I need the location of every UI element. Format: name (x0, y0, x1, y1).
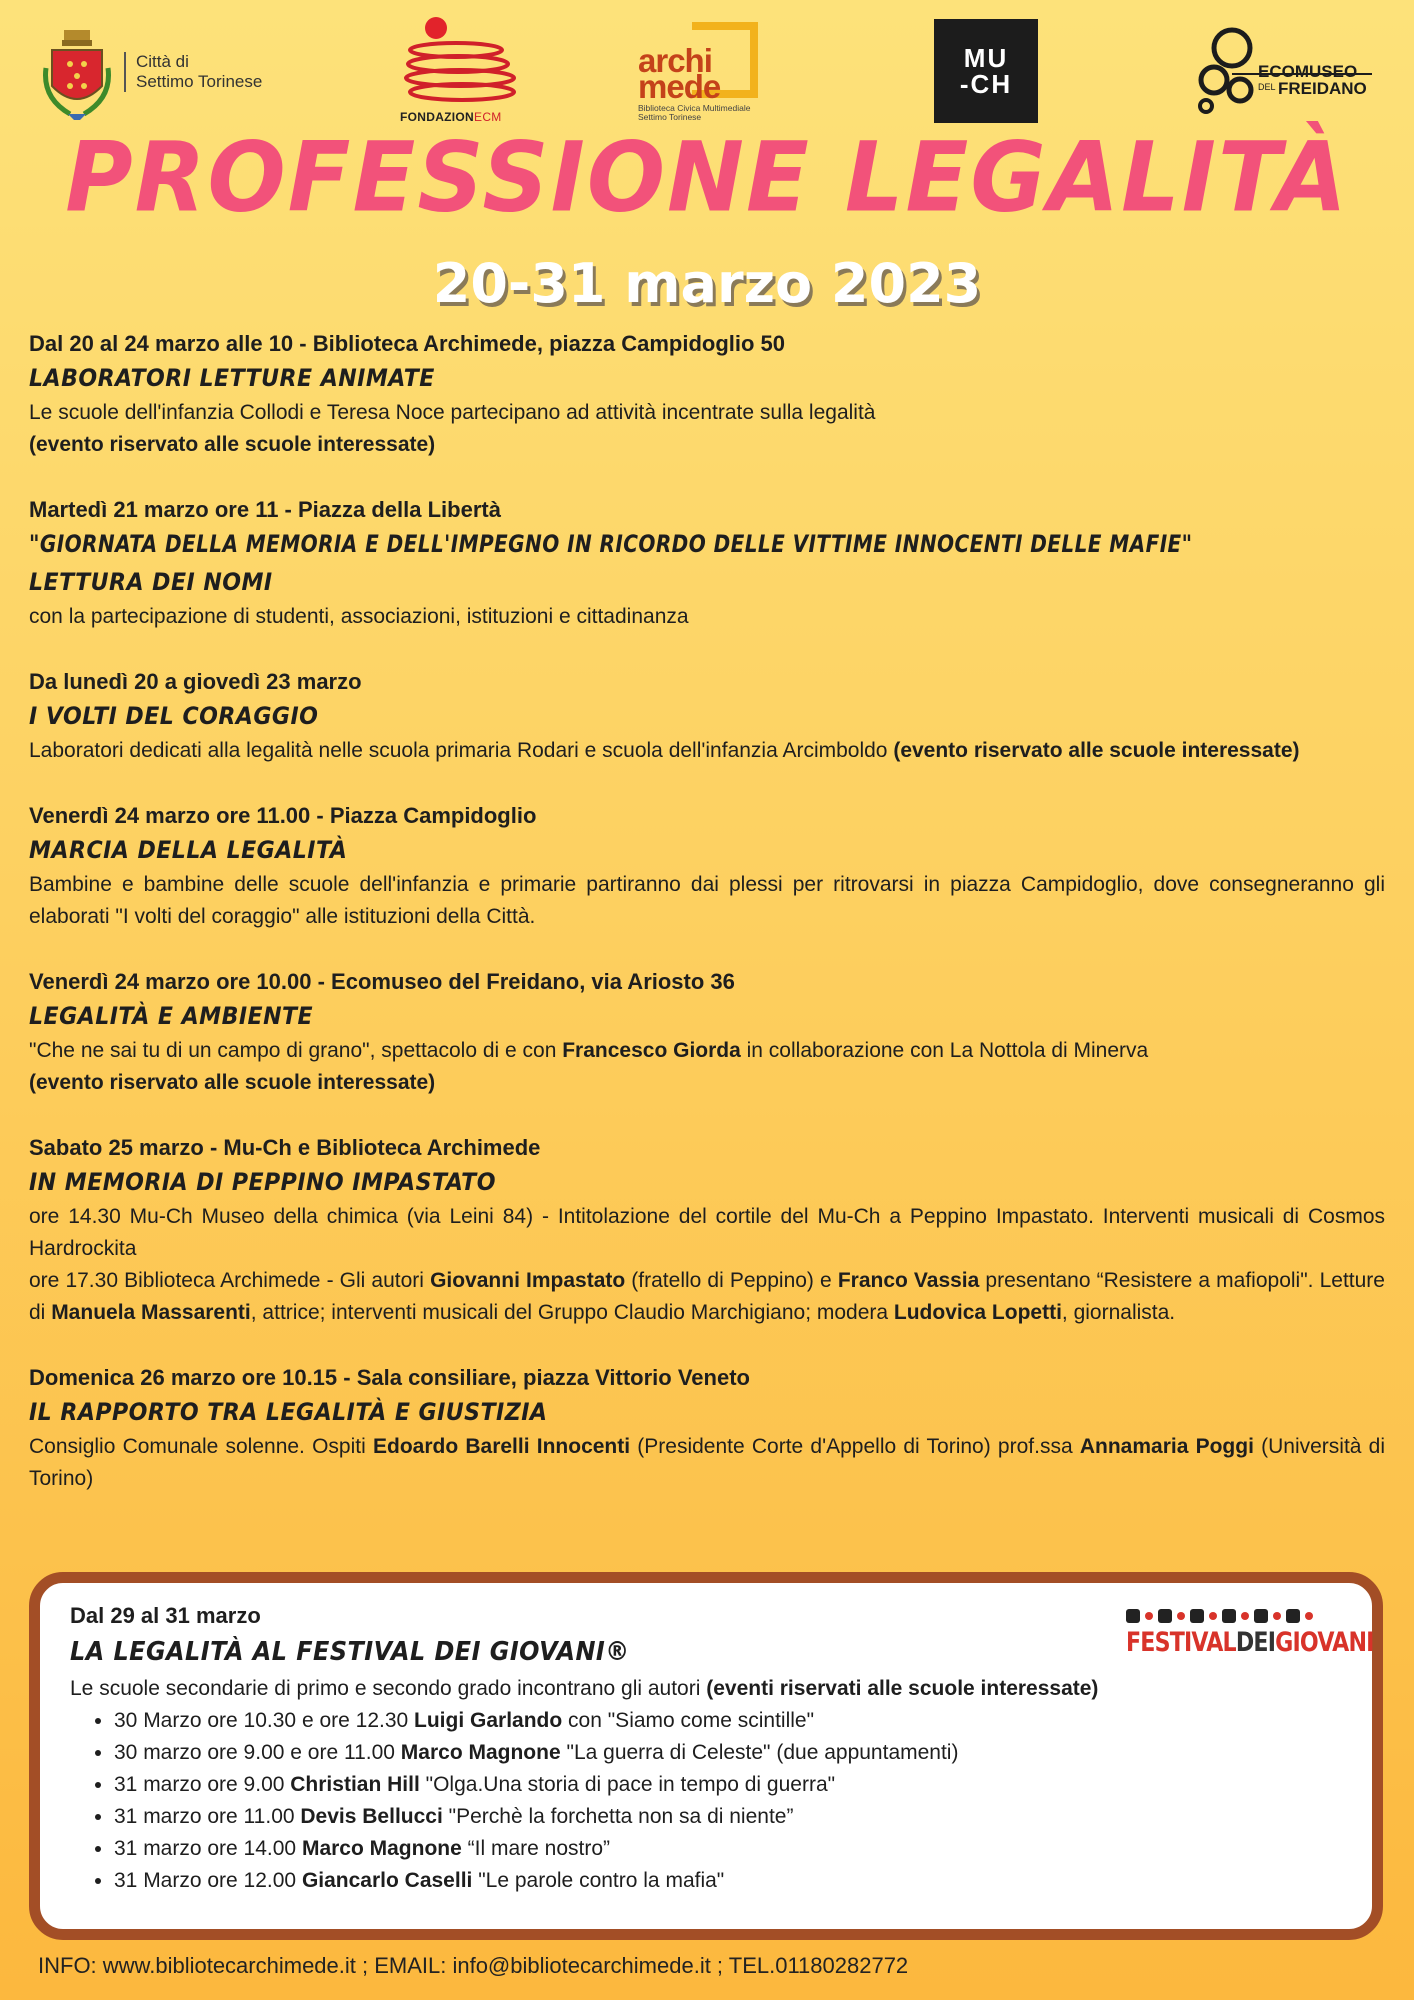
event-reserved-note: (evento riservato alle scuole interessate) (29, 433, 436, 456)
event-author: Giovanni Impastato (430, 1269, 626, 1292)
festival-item-time: 30 marzo ore 9.00 e ore 11.00 (114, 1741, 401, 1764)
event-guest: Edoardo Barelli Innocenti (372, 1435, 631, 1458)
fondazione-spiral-icon (398, 14, 518, 110)
festival-item-book: "La guerra di Celeste" (due appuntamenti) (560, 1741, 959, 1764)
event-title: IN MEMORIA DI PEPPINO IMPASTATO (29, 1168, 496, 1196)
event-legalita-ambiente (29, 966, 1385, 1099)
list-item (114, 1801, 1360, 1833)
event-date: Da lunedì 20 a giovedì 23 marzo (29, 669, 362, 694)
event-date: Martedì 21 marzo ore 11 - Piazza della Libertà (29, 497, 501, 522)
event-text-part: in collaborazione con La Nottola di Minerva (740, 1039, 1149, 1062)
festival-item-author: Marco Magnone (400, 1741, 561, 1764)
festival-title: LA LEGALITÀ AL FESTIVAL DEI GIOVANI® (70, 1637, 630, 1667)
festival-box (29, 1572, 1383, 1940)
contact-info-footer: INFO: www.bibliotecarchimede.it ; EMAIL: info@bibliotecarchimede.it ; TEL.01180282772 (38, 1953, 909, 1978)
event-text-part: "Che ne sai tu di un campo di grano", spettacolo di e con (29, 1039, 563, 1062)
event-legalita-giustizia (29, 1362, 1385, 1495)
event-text-part: , giornalista. (1061, 1301, 1176, 1324)
archimede-word1: archi (638, 42, 712, 79)
much-logo-line2: -CH (959, 69, 1013, 99)
festival-item-time: 31 marzo ore 11.00 (114, 1805, 301, 1828)
event-reader: Manuela Massarenti (51, 1301, 251, 1324)
citta-settimo-logo (40, 28, 300, 123)
archimede-subtitle-line2: Settimo Torinese (638, 112, 702, 122)
event-description-text (29, 1265, 1385, 1329)
festival-item-book: con "Siamo come scintille" (562, 1709, 815, 1732)
event-giornata-memoria (29, 494, 1385, 633)
archimede-subtitle-line1: Biblioteca Civica Multimediale (638, 103, 751, 113)
much-logo-line1: MU (963, 43, 1009, 73)
event-reserved-note: (evento riservato alle scuole interessate) (893, 739, 1300, 762)
festival-item-author: Marco Magnone (301, 1837, 462, 1860)
event-description: con la partecipazione di studenti, associazioni, istituzioni e cittadinanza (29, 605, 689, 628)
festival-item-time: 31 marzo ore 9.00 (114, 1773, 291, 1796)
event-subtitle: LETTURA DEI NOMI (29, 568, 273, 596)
event-text-part: (Presidente Corte d'Appello di Torino) prof.ssa (630, 1435, 1080, 1458)
event-title: LABORATORI LETTURE ANIMATE (29, 364, 435, 392)
city-name-line1: Città di (136, 52, 189, 71)
list-item (114, 1737, 1360, 1769)
list-item (114, 1833, 1360, 1865)
event-text-part: ore 17.30 Biblioteca Archimede - Gli autori (29, 1269, 431, 1292)
city-name (124, 52, 262, 92)
fondazione-name-part1: FONDAZION (400, 110, 475, 124)
ecomuseo-line1: ECOMUSEO (1258, 62, 1358, 81)
event-moderator: Ludovica Lopetti (893, 1301, 1062, 1324)
festival-schedule-list (70, 1705, 1360, 1897)
festival-item-author: Devis Bellucci (300, 1805, 443, 1828)
event-description-text: ore 14.30 Mu-Ch Museo della chimica (via Leini 84) - Intitolazione del cortile del Mu-Ch a Peppino Impastato. Interventi musicali di Cosmos Hardrockita (29, 1205, 1385, 1260)
event-description-text (29, 1035, 1385, 1067)
event-peppino-impastato (29, 1132, 1385, 1329)
event-title: "GIORNATA DELLA MEMORIA E DELL'IMPEGNO IN RICORDO DELLE VITTIME INNOCENTI DELLE MAFIE" (29, 530, 1193, 558)
event-reserved-note: (evento riservato alle scuole interessate) (29, 1071, 436, 1094)
festival-date: Dal 29 al 31 marzo (70, 1603, 261, 1628)
event-date: Dal 20 al 24 marzo alle 10 - Biblioteca Archimede, piazza Campidoglio 50 (29, 331, 786, 356)
event-date: Venerdì 24 marzo ore 11.00 - Piazza Campidoglio (29, 803, 537, 828)
event-text-part: presentano “Resistere a mafiopoli". Letture di (29, 1269, 1385, 1324)
festival-content (70, 1601, 1360, 1897)
festival-logo-part2: DEI (1235, 1627, 1276, 1658)
event-performer: Francesco Giorda (562, 1039, 741, 1062)
festival-logo-part1: FESTIVAL (1126, 1627, 1236, 1658)
event-description-text: Laboratori dedicati alla legalità nelle scuola primaria Rodari e scuola dell'infanzia Arcimboldo (29, 739, 894, 762)
events-list (29, 328, 1385, 1528)
list-item (114, 1705, 1360, 1737)
event-text-part: , attrice; interventi musicali del Gruppo Claudio Marchigiano; modera (250, 1301, 894, 1324)
event-marcia-legalita (29, 800, 1385, 933)
list-item (114, 1769, 1360, 1801)
event-description: Bambine e bambine delle scuole dell'infanzia e primarie partiranno dai plessi per ritrovarsi in piazza Campidoglio, dove consegneranno gli elaborati "I volti del coraggio" alle istituzioni della Città. (29, 873, 1385, 928)
date-range: 20-31 marzo 2023 (432, 252, 982, 315)
festival-intro (70, 1673, 1360, 1705)
page-title: PROFESSIONE LEGALITÀ (65, 121, 1349, 234)
festival-item-time: 30 Marzo ore 10.30 e ore 12.30 (114, 1709, 415, 1732)
city-coat-of-arms-icon (40, 28, 114, 123)
festival-intro-text: Le scuole secondarie di primo e secondo grado incontrano gli autori (70, 1677, 707, 1700)
event-volti-coraggio (29, 666, 1385, 767)
much-logo (934, 19, 1038, 123)
festival-logo-part3: GIOVANI (1275, 1627, 1374, 1658)
event-text-part: (fratello di Peppino) e (625, 1269, 838, 1292)
event-guest: Annamaria Poggi (1079, 1435, 1254, 1458)
fondazione-ecm-logo (398, 14, 518, 130)
festival-item-book: “Il mare nostro” (461, 1837, 611, 1860)
event-date: Domenica 26 marzo ore 10.15 - Sala consiliare, piazza Vittorio Veneto (29, 1365, 750, 1390)
festival-item-book: "Le parole contro la mafia" (472, 1869, 725, 1892)
festival-reserved-note: (eventi riservati alle scuole interessate) (706, 1677, 1099, 1700)
event-title: MARCIA DELLA LEGALITÀ (29, 836, 348, 864)
event-text-part: Consiglio Comunale solenne. Ospiti (29, 1435, 373, 1458)
event-title: IL RAPPORTO TRA LEGALITÀ E GIUSTIZIA (29, 1398, 548, 1426)
event-date: Sabato 25 marzo - Mu-Ch e Biblioteca Archimede (29, 1135, 541, 1160)
festival-item-author: Luigi Garlando (414, 1709, 563, 1732)
festival-item-time: 31 marzo ore 14.00 (114, 1837, 302, 1860)
event-date: Venerdì 24 marzo ore 10.00 - Ecomuseo del Freidano, via Ariosto 36 (29, 969, 735, 994)
event-description (29, 1035, 1385, 1099)
ecomuseo-line3: FREIDANO (1278, 79, 1367, 98)
event-text-part: (Università di Torino) (29, 1435, 1386, 1490)
event-description (29, 1431, 1385, 1495)
event-description-text: Le scuole dell'infanzia Collodi e Teresa Noce partecipano ad attività incentrate sulla legalità (29, 401, 876, 424)
festival-item-book: "Perchè la forchetta non sa di niente” (442, 1805, 794, 1828)
list-item (114, 1865, 1360, 1897)
fondazione-name-part2: ECM (474, 110, 502, 124)
festival-item-author: Christian Hill (290, 1773, 420, 1796)
festival-item-book: "Olga.Una storia di pace in tempo di guerra" (419, 1773, 836, 1796)
event-description (29, 1201, 1385, 1329)
event-title: LEGALITÀ E AMBIENTE (29, 1002, 314, 1030)
ecomuseo-line2: DEL (1258, 82, 1276, 92)
archimede-word2: mede (638, 68, 721, 105)
event-title: I VOLTI DEL CORAGGIO (29, 702, 319, 730)
festival-item-time: 31 Marzo ore 12.00 (114, 1869, 302, 1892)
festival-item-author: Giancarlo Caselli (301, 1869, 473, 1892)
event-laboratori-letture (29, 328, 1385, 461)
event-author: Franco Vassia (837, 1269, 980, 1292)
event-description (29, 397, 1385, 461)
city-name-line2: Settimo Torinese (136, 72, 263, 91)
archimede-logo (636, 20, 776, 124)
ecomuseo-freidano-logo (1192, 24, 1382, 120)
event-description (29, 735, 1385, 767)
